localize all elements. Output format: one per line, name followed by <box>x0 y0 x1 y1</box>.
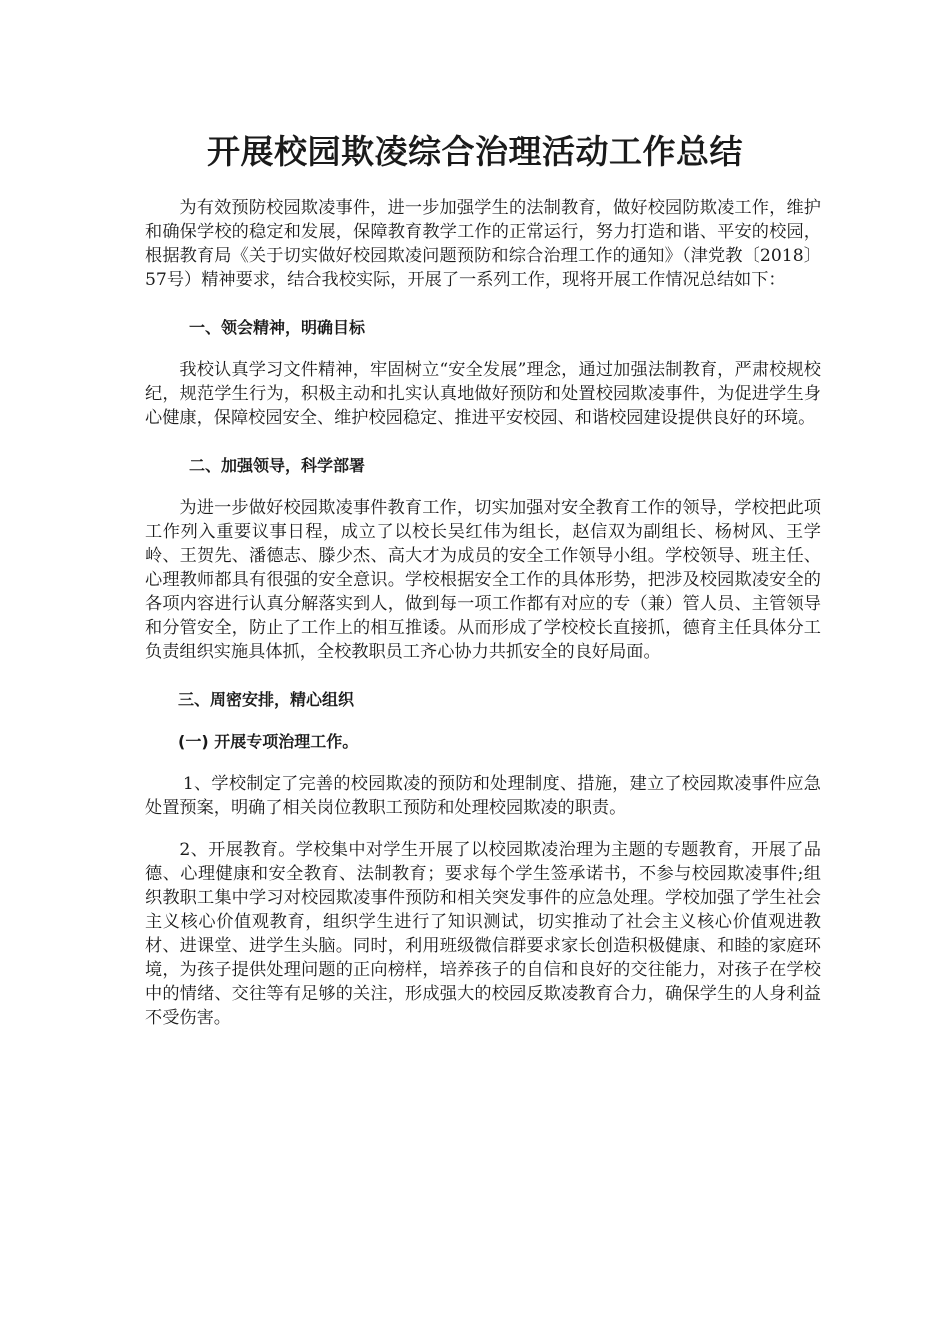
subsection-1-heading: (一) 开展专项治理工作。 <box>178 732 359 751</box>
document-body <box>145 196 821 1030</box>
section-2-paragraph: 为进一步做好校园欺凌事件教育工作，切实加强对安全教育工作的领导，学校把此项工作列入重要议事日程，成立了以校长吴红伟为组长，赵信双为副组长、杨树风、王学岭、王贺先、潘德志、滕少杰、高大才为成员的安全工作领导小组。学校领导、班主任、心理教师都具有很强的安全意识。学校根据安全工作的具体形势，把涉及校园欺凌安全的各项内容进行认真分解落实到人，做到每一项工作都有对应的专（兼）管人员、主管领导和分管安全，防止了工作上的相互推诿。从而形成了学校校长直接抓，德育主任具体分工负责组织实施具体抓，全校教职员工齐心协力共抓安全的良好局面。 <box>145 498 821 662</box>
section-1-heading: 一、领会精神，明确目标 <box>189 318 366 337</box>
list-item-2: 2、开展教育。学校集中对学生开展了以校园欺凌治理为主题的专题教育，开展了品德、心理健康和安全教育、法制教育；要求每个学生签承诺书，不参与校园欺凌事件;组织教职工集中学习对校园欺凌事件预防和相关突发事件的应急处理。学校加强了学生社会主义核心价值观教育，组织学生进行了知识测试，切实推动了社会主义核心价值观进教材、进课堂、进学生头脑。同时，利用班级微信群要求家长创造积极健康、和睦的家庭环境，为孩子提供处理问题的正向榜样，培养孩子的自信和良好的交往能力，对孩子在学校中的情绪、交往等有足够的关注，形成强大的校园反欺凌教育合力，确保学生的人身利益不受伤害。 <box>145 840 821 1028</box>
section-1-paragraph: 我校认真学习文件精神，牢固树立“安全发展”理念，通过加强法制教育，严肃校规校纪，规范学生行为，积极主动和扎实认真地做好预防和处置校园欺凌事件，为促进学生身心健康，保障校园安全、维护校园稳定、推进平安校园、和谐校园建设提供良好的环境。 <box>145 360 821 428</box>
section-3-heading: 三、周密安排，精心组织 <box>178 690 355 709</box>
intro-paragraph: 为有效预防校园欺凌事件，进一步加强学生的法制教育，做好校园防欺凌工作，维护和确保学校的稳定和发展，保障教育教学工作的正常运行，努力打造和谐、平安的校园，根据教育局《关于切实做好校园欺凌问题预防和综合治理工作的通知》（津党教〔2018〕57号）精神要求，结合我校实际，开展了一系列工作，现将开展工作情况总结如下： <box>145 198 821 290</box>
document-title: 开展校园欺凌综合治理活动工作总结 <box>207 132 743 171</box>
list-item-1: 1、学校制定了完善的校园欺凌的预防和处理制度、措施，建立了校园欺凌事件应急处置预案，明确了相关岗位教职工预防和处理校园欺凌的职责。 <box>145 774 821 818</box>
section-2-heading: 二、加强领导，科学部署 <box>189 456 366 475</box>
